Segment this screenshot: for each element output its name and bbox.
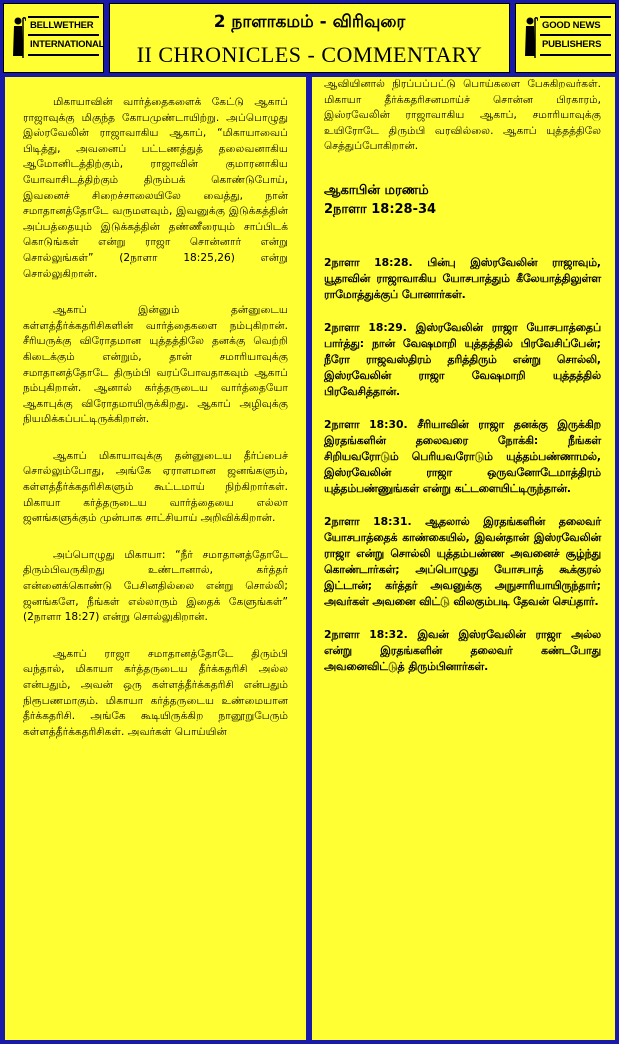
left-column — [5, 77, 306, 1040]
logo-left-line1: BELLWETHER — [30, 20, 94, 31]
verse: 2நாளா 18:32. இவன் இஸ்ரவேலின் ராஜா அல்ல என்று இரதங்களின் தலைவர் கண்டபோது அவனைவிட்டுத் திரும்பினார்கள். — [324, 627, 601, 673]
title-english: II CHRONICLES - COMMENTARY — [136, 42, 483, 67]
continued-paragraph: ஆவியினால் நிரப்பப்பட்டு பொய்களை பேசுகிறவர்கள். மிகாயா தீர்க்கதரிசனமாய்ச் சொன்ன பிரகாரம், இஸ்ரவேலின் ராஜாவாகிய ஆகாப், சமாரியாவுக்கு உயிரோடே திரும்பி வரவில்லை. ஆகாப் யுத்தத்திலே செத்துப்போகிறான். — [324, 78, 601, 153]
verse: 2நாளா 18:28. பின்பு இஸ்ரவேலின் ராஜாவும், யூதாவின் ராஜாவாகிய யோசபாத்தும் கீலேயாத்திலுள்ள ராமோத்துக்குப் போனார்கள். — [324, 255, 601, 301]
paragraph: ஆகாப் ராஜா சமாதானத்தோடே திரும்பி வந்தால், மிகாயா கர்த்தருடைய தீர்க்கதரிசி அல்ல என்பதும், அவன் ஒரு கள்ளத்தீர்க்கதரிசி என்பதும் நிரூபணமாகும். மிகாயா கர்த்தருடைய உண்மையான தீர்க்கதரிசி. அங்கே கூடியிருக்கிற நானூறுபேரும் கள்ளத்தீர்க்கதரிசிகள். அவர்கள் பொய்யின் — [23, 647, 288, 738]
paragraph: மிகாயாவின் வார்த்தைகளைக் கேட்டு ஆகாப் ராஜாவுக்கு மிகுந்த கோபமுண்டாயிற்று. அப்பொழுது இஸ்ரவேலின் ராஜாவாகிய ஆகாப், “மிகாயாவைப் பிடித்து, அவனைப் பட்டணத்துத் தலைவனாகிய ஆமோனிடத்திற்கும், ராஜாவின் குமாரனாகிய யோவாசிடத்திற்கும் திரும்பக் கொண்டுபோய், இவனைச் சிறைச்சாலையிலே வைத்து, நான் சமாதானத்தோடே வருமளவும், இவனுக்கு இடுக்கத்தின் அப்பத்தையும் இடுக்கத்தின் தண்ணீரையும் சாப்பிடக் கொடுங்கள் என்று ராஜா சொன்னார் என்று சொல்லுங்கள்” (2நாளா 18:25,26) என்று சொல்லுகிறான். — [23, 96, 288, 280]
page-header — [3, 3, 616, 73]
title-tamil: 2 நாளாகமம் - விரிவுரை — [213, 12, 406, 32]
verse: 2நாளா 18:30. சீரியாவின் ராஜா தனக்கு இருக்கிற இரதங்களின் தலைவரை நோக்கி: நீங்கள் சிறியவரோடும் பெரியவரோடும் யுத்தம்பண்ணாமல், இஸ்ரவேலின் ராஜா ஒருவனோடேமாத்திரம் யுத்தம்பண்ணுங்கள் என்று கட்டளையிட்டிருந்தான். — [324, 417, 601, 495]
verse: 2நாளா 18:29. இஸ்ரவேலின் ராஜா யோசபாத்தைப் பார்த்து: நான் வேஷமாறி யுத்தத்தில் பிரவேசிப்பேன்; நீரோ ராஜவஸ்திரம் தரித்திரும் என்று சொல்லி, இஸ்ரவேலின் ராஜா வேஷமாறி யுத்தத்தில் பிரவேசித்தான். — [324, 320, 601, 398]
verse: 2நாளா 18:31. ஆதலால் இரதங்களின் தலைவர் யோசபாத்தைக் காண்கையில், இவன்தான் இஸ்ரவேலின் ராஜா என்று சொல்லி யுத்தம்பண்ண அவனைச் சூழ்ந்து கொண்டார்கள்; அப்பொழுது யோசபாத் கூக்குரல் இட்டான்; கர்த்தர் அவனுக்கு அநுசாரியாயிருந்தார்; அவர்கள் அவனை விட்டு விலகும்படி தேவன் செய்தார். — [324, 514, 601, 608]
good-news-logo — [515, 3, 616, 73]
paragraph: அப்பொழுது மிகாயா: “நீர் சமாதானத்தோடே திரும்பிவருகிறது உண்டானால், கர்த்தர் என்னைக்கொண்டு பேசினதில்லை என்று சொல்லி; ஜனங்களே, நீங்கள் எல்லாரும் இதைக் கேளுங்கள்” (2நாளா 18:27) என்று சொல்லுகிறான். — [23, 548, 288, 624]
title-banner — [109, 3, 510, 73]
paragraph: ஆகாப் இன்னும் தன்னுடைய கள்ளத்தீர்க்கதரிசிகளின் வார்த்தைகளை நம்புகிறான். சீரியருக்கு விரோதமான யுத்தத்திலே தனக்கு வெற்றி கிடைக்கும் என்றும், தான் சமாரியாவுக்கு சமாதானத்தோடே திரும்பி வரப்போவதாகவும் ஆகாப் நம்புகிறான். ஆனால் கர்த்தருடைய வார்த்தையோ ஆகாபுக்கு விரோதமாயிருக்கிறது. ஆகாப் அழிவுக்கு நியமிக்கப்பட்டிருக்கிறான். — [23, 304, 288, 426]
right-column — [312, 77, 615, 1040]
logo-right-line2: PUBLISHERS — [542, 39, 602, 50]
shepherd-icon — [10, 16, 26, 60]
shepherd-icon — [522, 16, 538, 60]
section-reference: 2நாளா 18:28-34 — [324, 201, 437, 217]
paragraph: ஆகாப் மிகாயாவுக்கு தன்னுடைய தீர்ப்பைச் சொல்லும்போது, அங்கே ஏராளமான ஜனங்களும், கள்ளத்தீர்க்கதரிசிகளும் கூட்டமாய் நிற்கிறார்கள். மிகாயா கர்த்தருடைய வார்த்தையை எல்லா ஜனங்களுக்கும் முன்பாக சாட்சியாய் அறிவிக்கிறான். — [23, 449, 288, 525]
section-title: ஆகாபின் மரணம் — [324, 182, 429, 198]
logo-left-line2: INTERNATIONAL — [30, 39, 105, 50]
logo-right-line1: GOOD NEWS — [542, 20, 601, 31]
bellwether-logo — [3, 3, 104, 73]
